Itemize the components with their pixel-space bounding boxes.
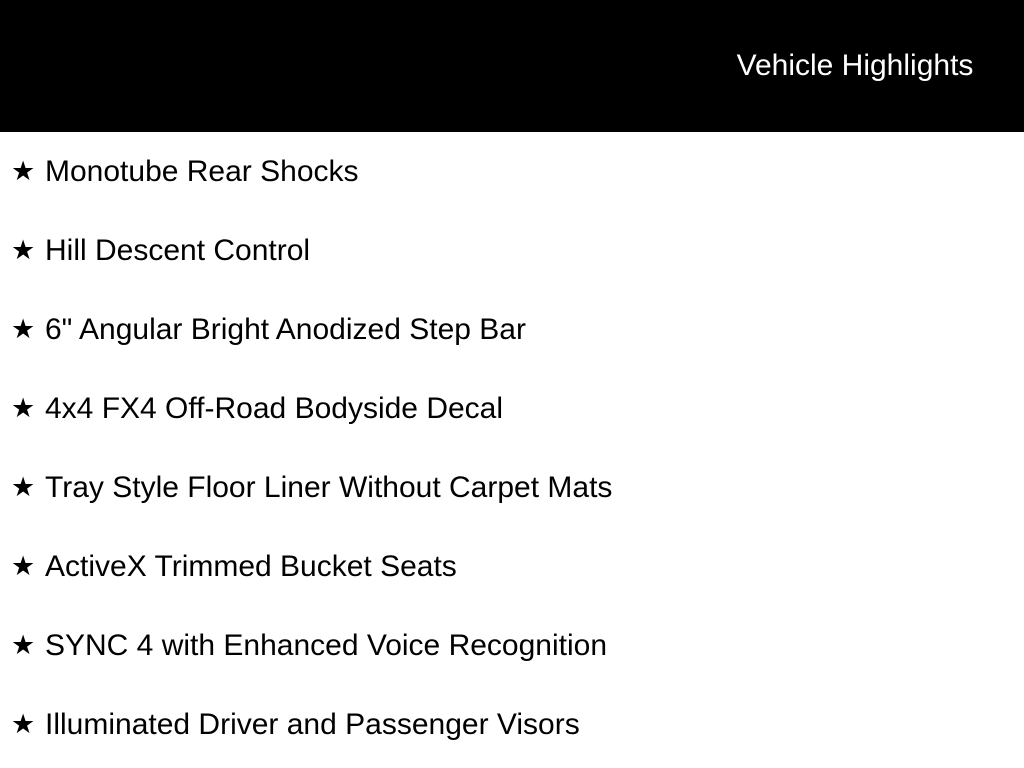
list-item <box>0 685 1024 764</box>
header-bar <box>0 0 1024 132</box>
star-icon: ★ <box>11 156 36 186</box>
star-icon: ★ <box>11 709 36 739</box>
highlight-label: SYNC 4 with Enhanced Voice Recognition <box>45 628 608 662</box>
highlight-label: Monotube Rear Shocks <box>45 154 359 188</box>
star-icon: ★ <box>11 472 36 502</box>
page-title: Vehicle Highlights <box>736 49 974 82</box>
highlight-label: 4x4 FX4 Off-Road Bodyside Decal <box>45 391 504 425</box>
star-icon: ★ <box>11 235 36 265</box>
star-icon: ★ <box>11 314 36 344</box>
list-item <box>0 527 1024 606</box>
star-icon: ★ <box>11 393 36 423</box>
highlight-label: Tray Style Floor Liner Without Carpet Mats <box>45 470 613 504</box>
star-icon: ★ <box>11 551 36 581</box>
highlight-label: ActiveX Trimmed Bucket Seats <box>45 549 457 583</box>
highlight-label: Hill Descent Control <box>45 233 311 267</box>
highlights-list <box>0 132 1024 764</box>
list-item <box>0 369 1024 448</box>
highlight-label: Illuminated Driver and Passenger Visors <box>45 707 580 741</box>
list-item <box>0 606 1024 685</box>
list-item <box>0 211 1024 290</box>
list-item <box>0 132 1024 211</box>
highlight-label: 6" Angular Bright Anodized Step Bar <box>45 312 526 346</box>
star-icon: ★ <box>11 630 36 660</box>
list-item <box>0 448 1024 527</box>
list-item <box>0 290 1024 369</box>
